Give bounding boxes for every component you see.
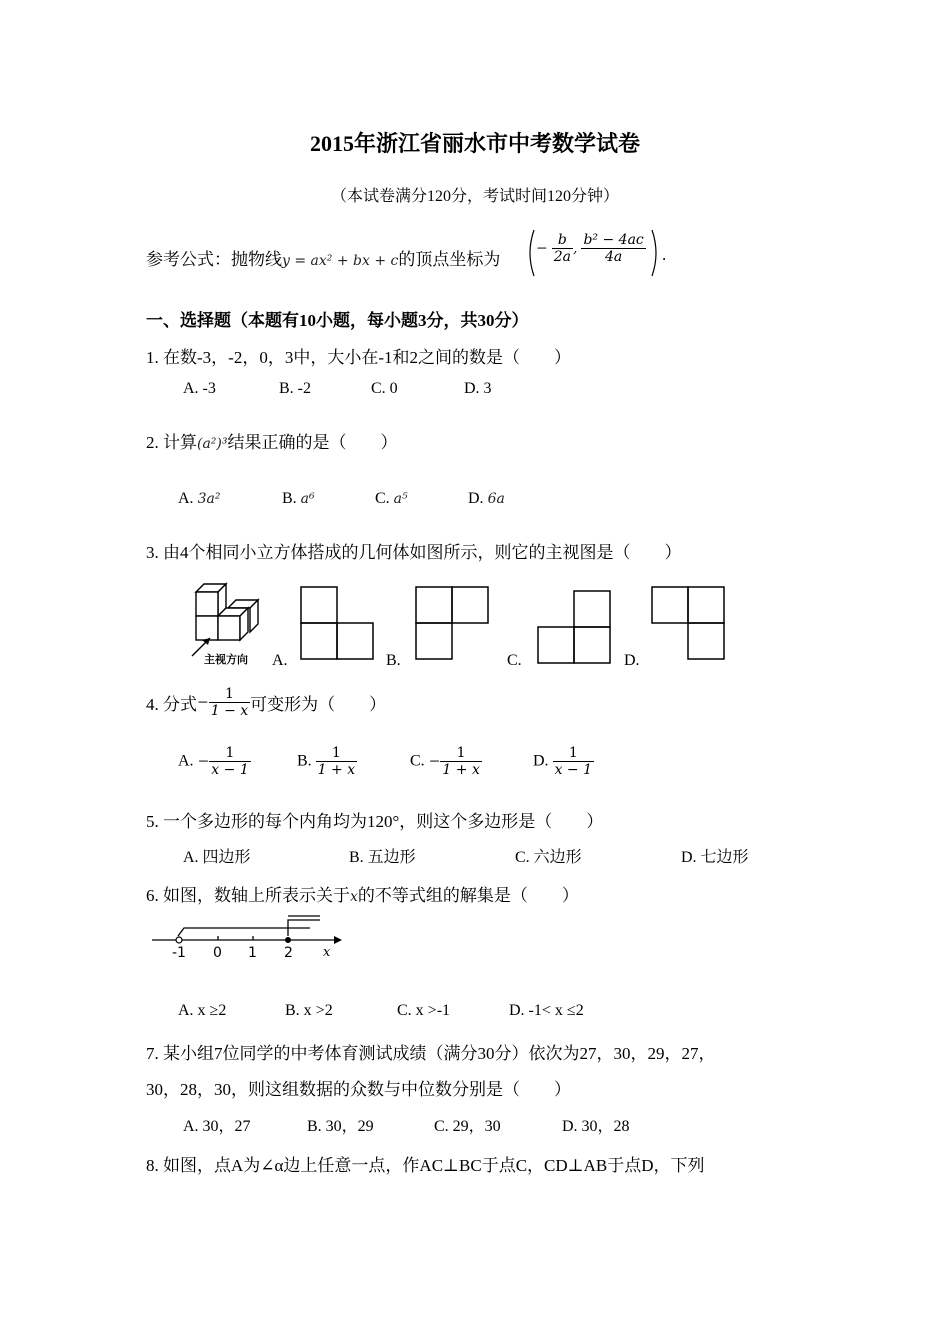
reference-formula	[146, 245, 500, 270]
q3-option-d: D.	[624, 652, 640, 669]
vertex-formula: − $\frac{b}{2a}$ , $\frac{\text{b² − 4ac}}{4a}$	[536, 232, 644, 265]
page-title: 2015年浙江省丽水市中考数学试卷	[309, 131, 640, 156]
question-7-line-1: 7. 某小组7位同学的中考体育测试成绩（满分30分）依次为27，30，29，27，	[146, 1044, 716, 1063]
tick-zero: 0	[213, 945, 222, 961]
q2-expression: (a²)³	[197, 436, 228, 452]
cube-solid-figure	[188, 582, 268, 662]
q3-figure-c	[537, 590, 612, 665]
q7-option-b: B. 30，29	[307, 1118, 374, 1135]
q3-figure-b	[415, 586, 490, 661]
q2-option-b: B. a⁶	[282, 490, 315, 507]
q7-option-a: A. 30，27	[183, 1118, 251, 1135]
question-6: 6. 如图，数轴上所表示关于x的不等式组的解集是（ ）	[146, 886, 579, 905]
q5-option-d: D. 七边形	[681, 849, 749, 866]
q3-figure-d	[651, 586, 726, 661]
q3-option-c: C.	[507, 652, 522, 669]
formula-prefix: 参考公式：抛物线	[146, 250, 282, 269]
q6-option-c: C. x >-1	[397, 1002, 451, 1019]
q4-stem-fraction: $\frac{1}{1 - x}$	[210, 686, 249, 719]
q5-option-b: B. 五边形	[349, 849, 416, 866]
q1-option-a: A. -3	[183, 380, 216, 397]
open-point-minus-one	[176, 937, 182, 943]
q1-option-b: B. -2	[279, 380, 311, 397]
question-3: 3. 由4个相同小立方体搭成的几何体如图所示，则它的主视图是（ ）	[146, 543, 682, 562]
q3-figure-a	[300, 586, 375, 661]
q3-option-b: B.	[386, 652, 401, 669]
formula-period: .	[662, 245, 667, 264]
formula-mid: 的顶点坐标为	[398, 250, 501, 269]
exam-info: （本试卷满分120分，考试时间120分钟）	[330, 188, 619, 205]
view-direction-label: 主视方向	[204, 653, 248, 666]
question-1: 1. 在数-3，-2，0，3中，大小在-1和2之间的数是（ ）	[146, 348, 571, 367]
axis-label-x: x	[323, 945, 331, 960]
vertex-x-fraction: $\frac{b}{2a}$	[553, 232, 571, 265]
question-8: 8. 如图，点A为∠α边上任意一点，作AC⊥BC于点C，CD⊥AB于点D，下列	[146, 1156, 705, 1175]
q6-option-b: B. x >2	[285, 1002, 333, 1019]
tick-one: 1	[248, 945, 257, 961]
parabola-expression: y = ax² + bx + c	[282, 253, 399, 269]
question-2: 2. 计算(a²)³结果正确的是（ ）	[146, 433, 398, 452]
q1-option-d: D. 3	[464, 380, 492, 397]
q4-option-c: C. − $\frac{1}{1 + x}$	[410, 745, 480, 778]
q2-option-c: C. a⁵	[375, 490, 408, 507]
question-7-line-2: 30，28，30，则这组数据的众数与中位数分别是（ ）	[146, 1080, 571, 1099]
q7-option-c: C. 29，30	[434, 1118, 501, 1135]
closed-point-two	[285, 937, 291, 943]
question-4: 4. 分式− $\frac{1}{1 - x}$ 可变形为（ ）	[146, 686, 387, 719]
q5-option-a: A. 四边形	[183, 849, 251, 866]
q2-option-a: A. 3a²	[178, 490, 221, 507]
q1-option-c: C. 0	[371, 380, 398, 397]
q5-option-c: C. 六边形	[515, 849, 582, 866]
vertex-y-fraction: $\frac{\text{b² − 4ac}}{4a}$	[583, 232, 644, 265]
question-5: 5. 一个多边形的每个内角均为120°，则这个多边形是（ ）	[146, 812, 604, 831]
q4-option-b: B. $\frac{1}{1 + x}$	[297, 745, 356, 778]
q7-option-d: D. 30，28	[562, 1118, 630, 1135]
section-heading: 一、选择题（本题有10小题，每小题3分，共30分）	[146, 311, 529, 330]
q6-option-d: D. -1< x ≤2	[509, 1002, 584, 1019]
tick-two: 2	[284, 945, 293, 961]
q4-option-d: D. $\frac{1}{x - 1}$	[533, 745, 592, 778]
tick-minus-one: -1	[172, 945, 186, 961]
q6-option-a: A. x ≥2	[178, 1002, 227, 1019]
q4-option-a: A. − $\frac{1}{x - 1}$	[178, 745, 249, 778]
q2-option-d: D. 6a	[468, 490, 505, 507]
q3-option-a: A.	[272, 652, 288, 669]
